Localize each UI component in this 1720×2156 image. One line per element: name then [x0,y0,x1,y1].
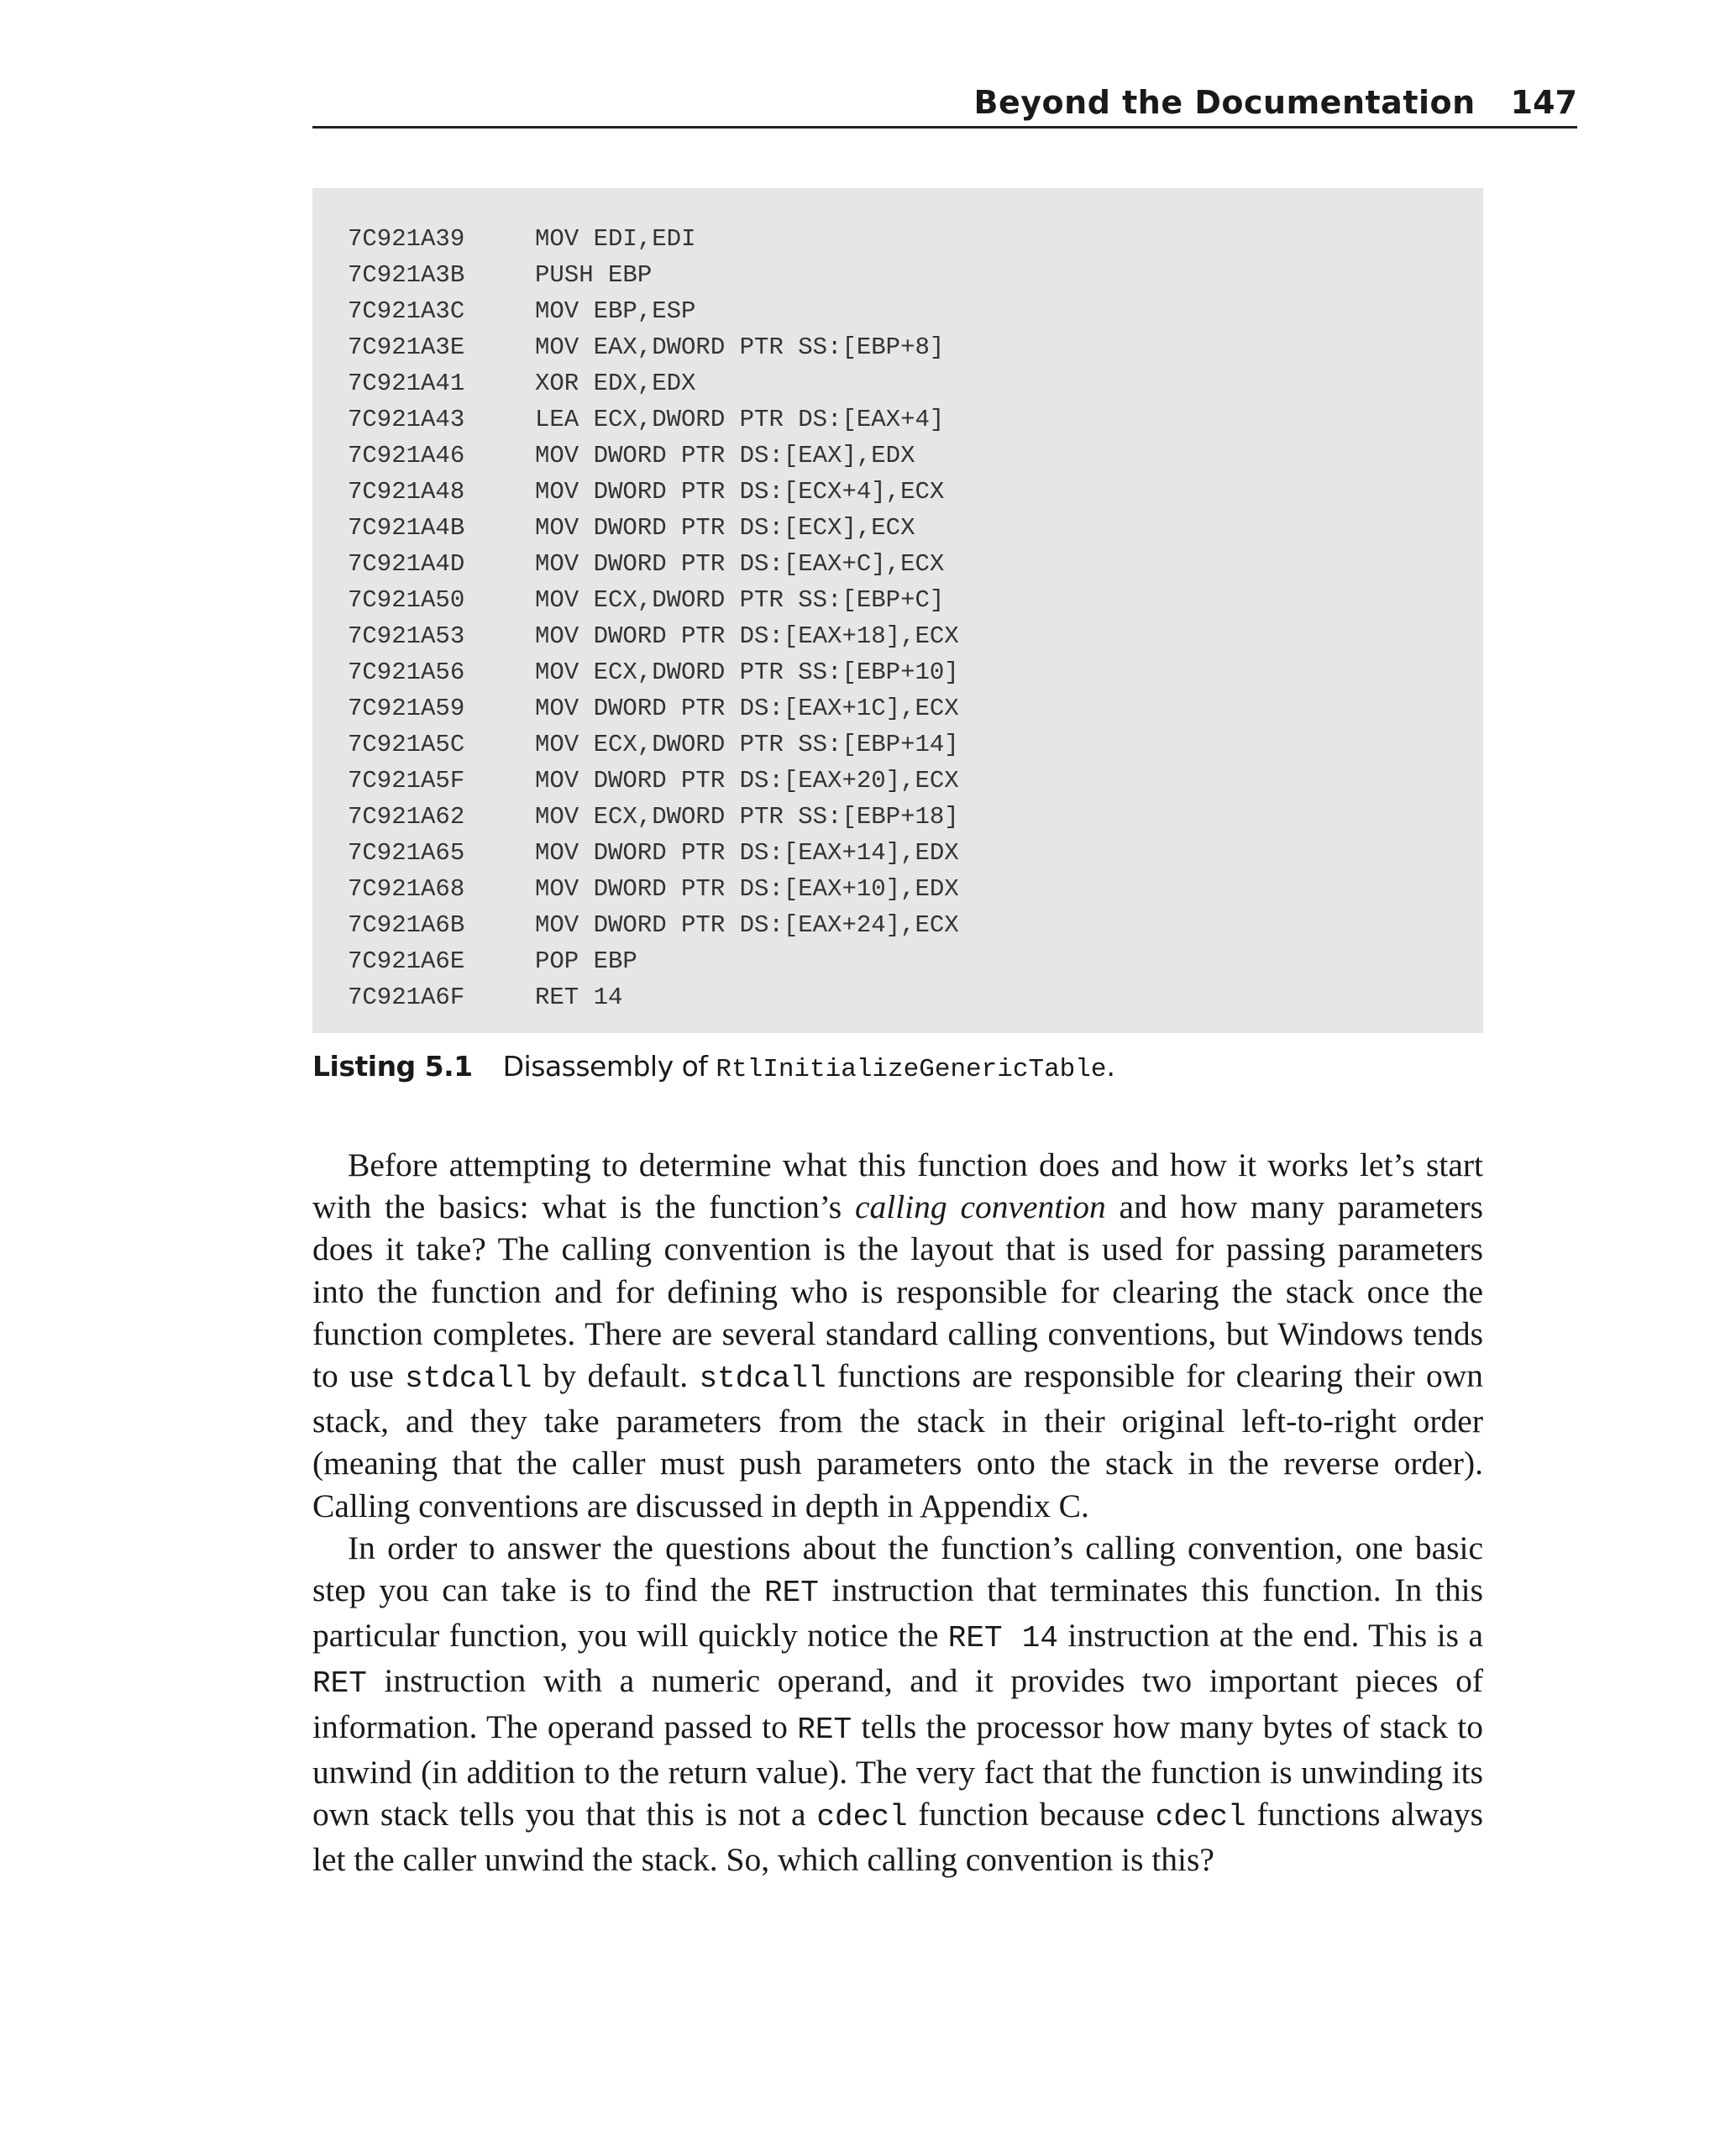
code-address: 7C921A3E [348,333,465,361]
code-line [348,836,959,871]
paragraph-1 [312,1144,1483,1527]
code-instruction: MOV DWORD PTR DS:[EAX+1C],ECX [535,695,959,722]
code-instruction: MOV ECX,DWORD PTR SS:[EBP+14] [535,731,959,758]
code-instruction: LEA ECX,DWORD PTR DS:[EAX+4] [535,406,945,433]
text-run: In order to answer the questions about the function’s calling convention, one basic step you can take is to find the [312,1529,1483,1609]
caption-code: RtlInitializeGenericTable [716,1055,1107,1084]
code-instruction: MOV DWORD PTR DS:[EAX],EDX [535,442,915,469]
code-instruction: MOV DWORD PTR DS:[EAX+18],ECX [535,622,959,650]
caption-text: Disassembly of [502,1050,716,1083]
text-run: functions always let the caller unwind the stack. So, which calling convention is this? [312,1796,1483,1879]
code-instruction: MOV DWORD PTR DS:[EAX+24],ECX [535,911,959,939]
code-address: 7C921A4B [348,514,465,542]
code-line [348,438,915,474]
inline-code: RET 14 [947,1621,1058,1656]
code-instruction: MOV ECX,DWORD PTR SS:[EBP+10] [535,658,959,686]
code-line [348,655,959,690]
inline-code: cdecl [816,1800,908,1835]
code-line [348,511,915,546]
code-line [348,763,959,799]
code-address: 7C921A65 [348,839,465,867]
code-line [348,402,944,438]
inline-code: cdecl [1155,1800,1246,1835]
code-address: 7C921A3C [348,297,465,325]
code-address: 7C921A48 [348,478,465,506]
code-address: 7C921A6B [348,911,465,939]
inline-code: RET [312,1666,367,1702]
code-line [348,872,959,907]
code-address: 7C921A50 [348,586,465,614]
code-line [348,294,695,329]
code-line [348,366,695,401]
code-line [348,691,959,727]
code-address: 7C921A5F [348,767,465,795]
code-line [348,727,959,763]
code-instruction: MOV DWORD PTR DS:[EAX+10],EDX [535,875,959,903]
inline-code: stdcall [405,1361,532,1397]
text-run: instruction with a numeric operand, and it provides two important pieces of information. The operand passed to [312,1662,1483,1745]
code-instruction: MOV DWORD PTR DS:[EAX+C],ECX [535,550,945,578]
text-run: instruction at the end. This is a [1057,1617,1484,1655]
code-instruction: MOV DWORD PTR DS:[EAX+14],EDX [535,839,959,867]
code-listing [312,188,1483,1033]
code-line [348,583,944,618]
text-run: instruction that terminates this function. In this particular function, you will quickly notice the [312,1571,1483,1655]
code-address: 7C921A68 [348,875,465,903]
code-instruction: MOV DWORD PTR DS:[ECX],ECX [535,514,915,542]
caption-end: . [1106,1050,1115,1083]
code-instruction: MOV EBP,ESP [535,297,696,325]
code-line [348,547,944,582]
code-address: 7C921A59 [348,695,465,722]
code-address: 7C921A3B [348,261,465,289]
code-line [348,222,695,257]
code-line [348,475,944,510]
paragraph-2 [312,1527,1483,1881]
code-instruction: XOR EDX,EDX [535,370,696,397]
chapter-title: Beyond the Documentation [973,84,1476,121]
code-address: 7C921A39 [348,225,465,253]
code-instruction: MOV EAX,DWORD PTR SS:[EBP+8] [535,333,945,361]
code-address: 7C921A6F [348,984,465,1011]
text-run: and how many parameters does it take? The calling convention is the layout that is used for passing parameters into the function and for defining who is responsible for clearing the stack once the function completes. There are several standard calling conventions, but Windows tends to use [312,1188,1483,1395]
page-number: 147 [1510,84,1577,121]
text-run: functions are responsible for clearing their own stack, and they take parameters from the stack in their original left-to-right order (meaning that the caller must push parameters onto the stack in the reverse order). Calling conventions are discussed in depth in Appendix C. [312,1357,1483,1524]
code-address: 7C921A4D [348,550,465,578]
code-line [348,908,959,943]
code-instruction: MOV DWORD PTR DS:[ECX+4],ECX [535,478,945,506]
emphasis: calling convention [854,1188,1106,1226]
code-line [348,330,944,365]
code-line [348,619,959,654]
inline-code: RET [797,1712,852,1747]
code-address: 7C921A43 [348,406,465,433]
code-instruction: POP EBP [535,947,637,975]
text-run: function because [907,1796,1156,1833]
code-instruction: MOV DWORD PTR DS:[EAX+20],ECX [535,767,959,795]
code-instruction: PUSH EBP [535,261,653,289]
code-line [348,980,622,1015]
code-instruction: MOV ECX,DWORD PTR SS:[EBP+18] [535,803,959,831]
running-head [312,84,1577,129]
text-run: tells the processor how many bytes of stack to unwind (in addition to the return value). The very fact that the function is unwinding its own stack tells you that this is not a [312,1707,1483,1833]
code-line [348,944,637,979]
code-address: 7C921A46 [348,442,465,469]
code-instruction: RET 14 [535,984,623,1011]
code-line [348,800,959,835]
inline-code: RET [764,1576,819,1611]
code-address: 7C921A41 [348,370,465,397]
text-run: by default. [532,1357,700,1395]
body-text [312,1144,1483,1881]
code-line [348,258,652,293]
code-address: 7C921A6E [348,947,465,975]
code-instruction: MOV EDI,EDI [535,225,696,253]
inline-code: stdcall [699,1361,826,1397]
code-address: 7C921A5C [348,731,465,758]
text-run: Before attempting to determine what this function does and how it works let’s start with the basics: what is the function’s [312,1146,1483,1226]
code-instruction: MOV ECX,DWORD PTR SS:[EBP+C] [535,586,945,614]
code-address: 7C921A56 [348,658,465,686]
listing-caption [312,1048,1114,1088]
caption-label: Listing 5.1 [312,1050,473,1083]
code-address: 7C921A62 [348,803,465,831]
code-address: 7C921A53 [348,622,465,650]
